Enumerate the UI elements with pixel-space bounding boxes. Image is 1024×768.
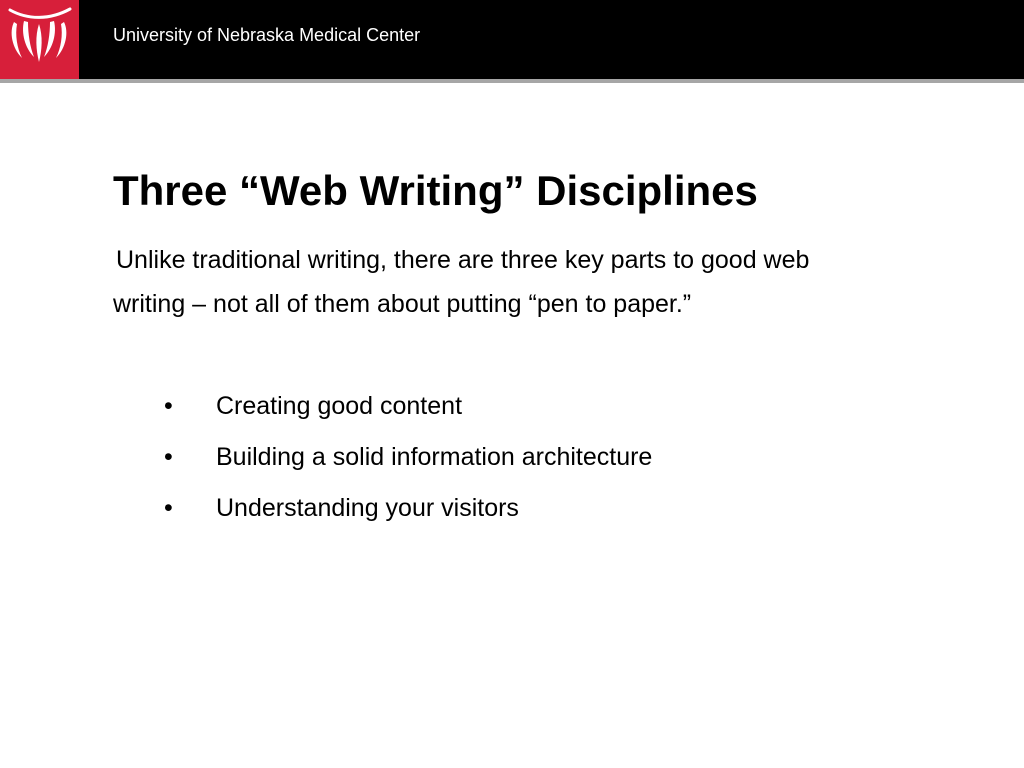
list-item-text: Understanding your visitors [216,494,519,522]
unmc-logo [0,0,79,79]
intro-line-2: writing – not all of them about putting “pen to paper.” [113,290,692,318]
intro-line-1: Unlike traditional writing, there are three key parts to good web [116,246,810,274]
bullet-icon: • [164,494,173,522]
bullet-icon: • [164,443,173,471]
unmc-flame-logo-icon [0,0,79,79]
organization-name: University of Nebraska Medical Center [113,25,421,45]
list-item-text: Building a solid information architecture [216,443,653,471]
slide-title: Three “Web Writing” Disciplines [113,167,758,214]
bullet-icon: • [164,392,173,420]
intro-paragraph [113,238,933,326]
list-item-text: Creating good content [216,392,463,420]
header-divider [0,79,1024,83]
